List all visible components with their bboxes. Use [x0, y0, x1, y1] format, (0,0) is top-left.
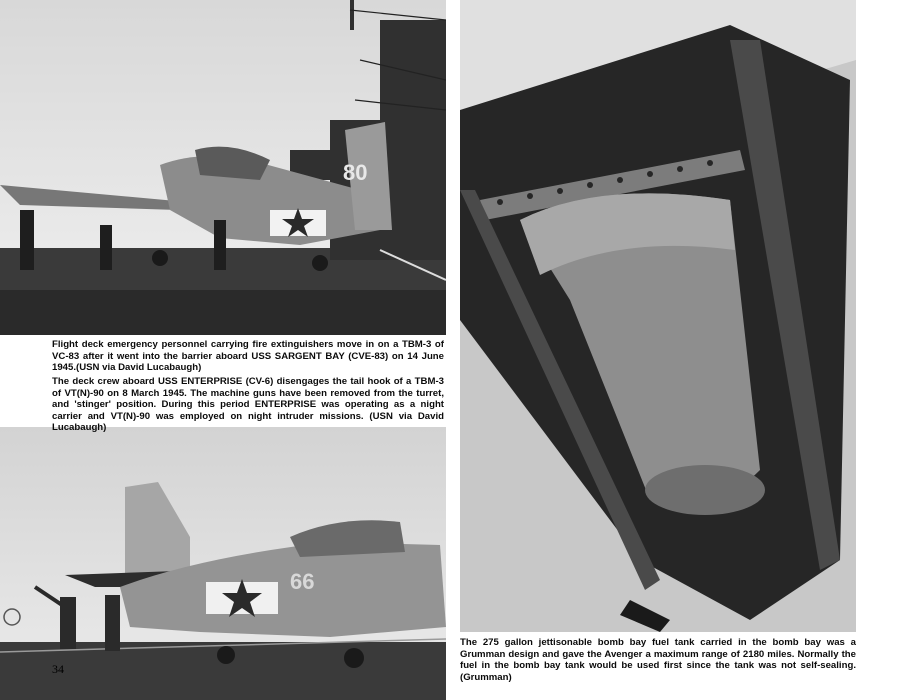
photo-tailhook-disengage: [0, 427, 446, 700]
photo-barrier-crash: [0, 0, 446, 335]
tail-code-66: 66: [290, 569, 315, 594]
tail-code-80: 80: [343, 160, 368, 185]
caption-fuel-tank: The 275 gallon jettisonable bomb bay fuel tank carried in the bomb bay was a Grumman design and gave the Avenger a maximum range of 2180 miles. Normally the fuel in the bomb bay tank would be used first since the tank was not self-sealing. (Grumman): [460, 637, 856, 683]
caption-barrier-crash: Flight deck emergency personnel carrying fire extinguishers move in on a TBM-3 of VC-83 after it went into the barrier aboard USS SARGENT BAY (CVE-83) on 14 June 1945.(USN via David Lucabaugh): [52, 339, 444, 374]
photo-bomb-bay-tank: [460, 0, 856, 632]
page-number: 34: [52, 662, 64, 676]
caption-tailhook: The deck crew aboard USS ENTERPRISE (CV-6) disengages the tail hook of a TBM-3 of VT(N)-90 on 8 March 1945. The machine guns have been removed from the turret, and 'stinger' position. During this period ENTERPRISE was operating as a night carrier and VT(N)-90 was employed on night intruder missions. (USN via David Lucabaugh): [52, 376, 444, 434]
